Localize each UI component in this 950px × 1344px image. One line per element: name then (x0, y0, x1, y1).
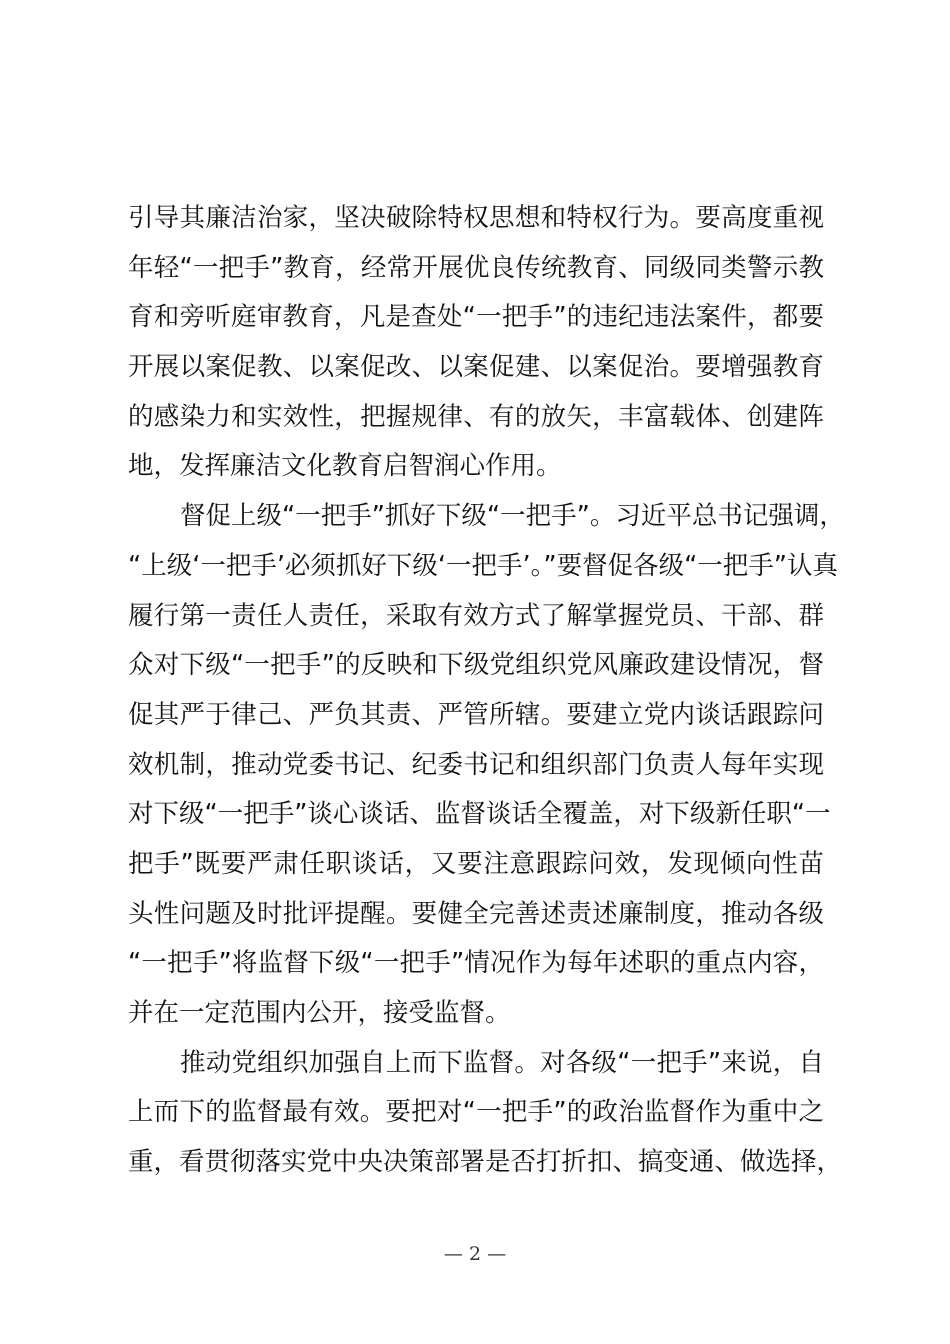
text-line: 众对下级“一把手”的反映和下级党组织党风廉政建设情况，督 (128, 650, 824, 681)
paragraph-heading-line: 督促上级“一把手”抓好下级“一把手”。习近平总书记强调， (180, 501, 845, 532)
text-line: 重，看贯彻落实党中央决策部署是否打折扣、搞变通、做选择， (128, 1147, 843, 1178)
text-line: 育和旁听庭审教育，凡是查处“一把手”的违纪违法案件，都要 (128, 302, 824, 333)
text-line: 效机制，推动党委书记、纪委书记和组织部门负责人每年实现 (128, 749, 824, 780)
text-line: 并在一定范围内公开，接受监督。 (128, 998, 511, 1028)
text-line: 年轻“一把手”教育，经常开展优良传统教育、同级同类警示教 (128, 252, 824, 283)
text-line: 地，发挥廉洁文化教育启智润心作用。 (128, 451, 562, 482)
text-line: 把手”既要严肃任职谈话，又要注意跟踪问效，发现倾向性苗 (128, 848, 824, 879)
text-line: 头性问题及时批评提醒。要健全完善述责述廉制度，推动各级 (128, 898, 824, 929)
text-line: “一把手”将监督下级“一把手”情况作为每年述职的重点内容， (128, 948, 824, 979)
text-line: 对下级“一把手”谈心谈话、监督谈话全覆盖，对下级新任职“一 (128, 799, 831, 830)
text-line: 开展以案促教、以案促改、以案促建、以案促治。要增强教育 (128, 352, 824, 383)
text-line: 引导其廉洁治家，坚决破除特权思想和特权行为。要高度重视 (128, 203, 824, 233)
text-line: 促其严于律己、严负其责、严管所辖。要建立党内谈话跟踪问 (128, 699, 824, 730)
paragraph-heading-line: 推动党组织加强自上而下监督。对各级“一把手”来说，自 (180, 1047, 824, 1078)
page-number: — 2 — (443, 1243, 507, 1265)
document-body (128, 194, 845, 1188)
text-line: 的感染力和实效性，把握规律、有的放矢，丰富载体、创建阵 (128, 401, 824, 432)
text-line: 履行第一责任人责任，采取有效方式了解掌握党员、干部、群 (128, 600, 824, 631)
text-line: “上级‘一把手’必须抓好下级‘一把手’。”要督促各级“一把手”认真 (128, 550, 839, 581)
text-line: 上而下的监督最有效。要把对“一把手”的政治监督作为重中之 (128, 1097, 824, 1128)
